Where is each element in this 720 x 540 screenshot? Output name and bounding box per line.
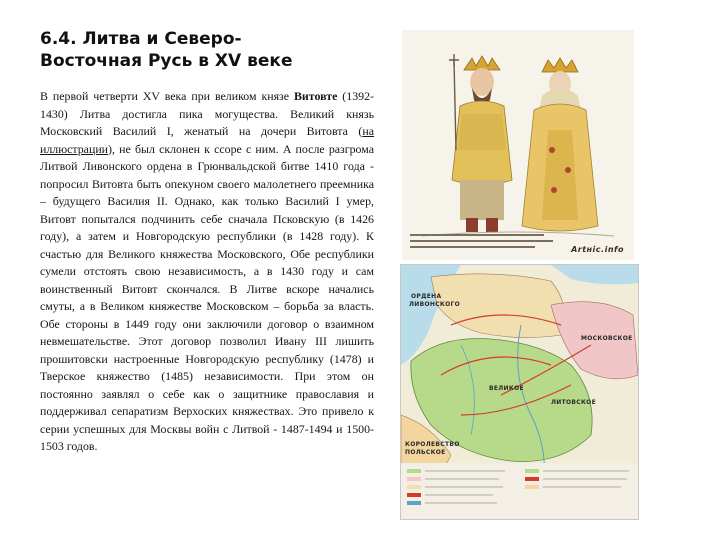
map-label-velikoe: ВЕЛИКОЕ xyxy=(489,385,524,392)
body-text-part-2: (1392-1430) Литва достигла пика могущества. Великий князь Московский Василий I, женатый на дочери Витовта ( xyxy=(40,89,374,138)
map-label-ordena: ОРДЕНА xyxy=(411,293,442,300)
map-legend xyxy=(401,463,638,519)
portrait-caption xyxy=(410,232,626,254)
slide-title-line-2: Восточная Русь в XV веке xyxy=(40,51,293,71)
map-label-korolevstvo: КОРОЛЕВСТВО xyxy=(405,441,460,448)
map-label-litovskoe: ЛИТОВСКОЕ xyxy=(551,399,596,406)
historical-map xyxy=(400,264,639,520)
body-paragraph xyxy=(40,88,374,456)
slide-title xyxy=(40,28,380,72)
vitovt-bold-name: Витовте xyxy=(293,89,338,103)
caption-line-1 xyxy=(410,234,544,236)
caption-line-3 xyxy=(410,246,535,248)
body-text-part-1: В первой четверти XV века при великом князе xyxy=(40,89,294,103)
illustration-link[interactable]: на иллюстрации xyxy=(40,124,374,156)
map-label-polskoe: ПОЛЬСКОЕ xyxy=(405,449,446,456)
female-figure xyxy=(522,58,598,231)
body-text-part-3: ), не был склонен к ссоре с ним. А после разгрома Литвой Ливонского ордена в Грюнвальдской битве 1410 года - попросил Витовта быть опекуном своего малолетнего преемника – будущего Василия II. Однако, как только Василий I умер, Витовт попытался подчинить себе сначала Псковскую (в 1426 году), а затем и Новгородскую республики (в 1428 году). К счастью для Великого княжества Московского, Обе республики сумели отстоять свою независимость, а в 1430 году и сам воинственный Витовт скончался. В Литве вскоре начались смуты, а в Великом княжестве Московском – борьба за власть. Обе стороны в 1449 году они заключили договор о взаимном невмешательстве. Этот договор позволил Ивану III лишить прошитовски настроенные Новгородскую республику (1478) и Тверское княжество (1485) независимости. При этом он постоянно заявлял о себе как о защитнике православия и поддерживал сепаратизм Верхоских княжествах. Это привело к серии успешных для Москвы войн с Литвой - 1487-1494 и 1500-1503 годов. xyxy=(40,141,374,453)
portrait-illustration xyxy=(402,30,634,260)
map-label-livonskogo: ЛИВОНСКОГО xyxy=(409,301,461,308)
slide-title-line-1: 6.4. Литва и Северо- xyxy=(40,29,242,49)
portrait-figures-drawing xyxy=(402,30,634,260)
male-figure xyxy=(449,54,512,232)
map-label-moskovskoe: МОСКОВСКОЕ xyxy=(581,335,633,342)
caption-line-2 xyxy=(410,240,553,242)
portrait-signature: Аrtніс.info xyxy=(571,245,624,254)
